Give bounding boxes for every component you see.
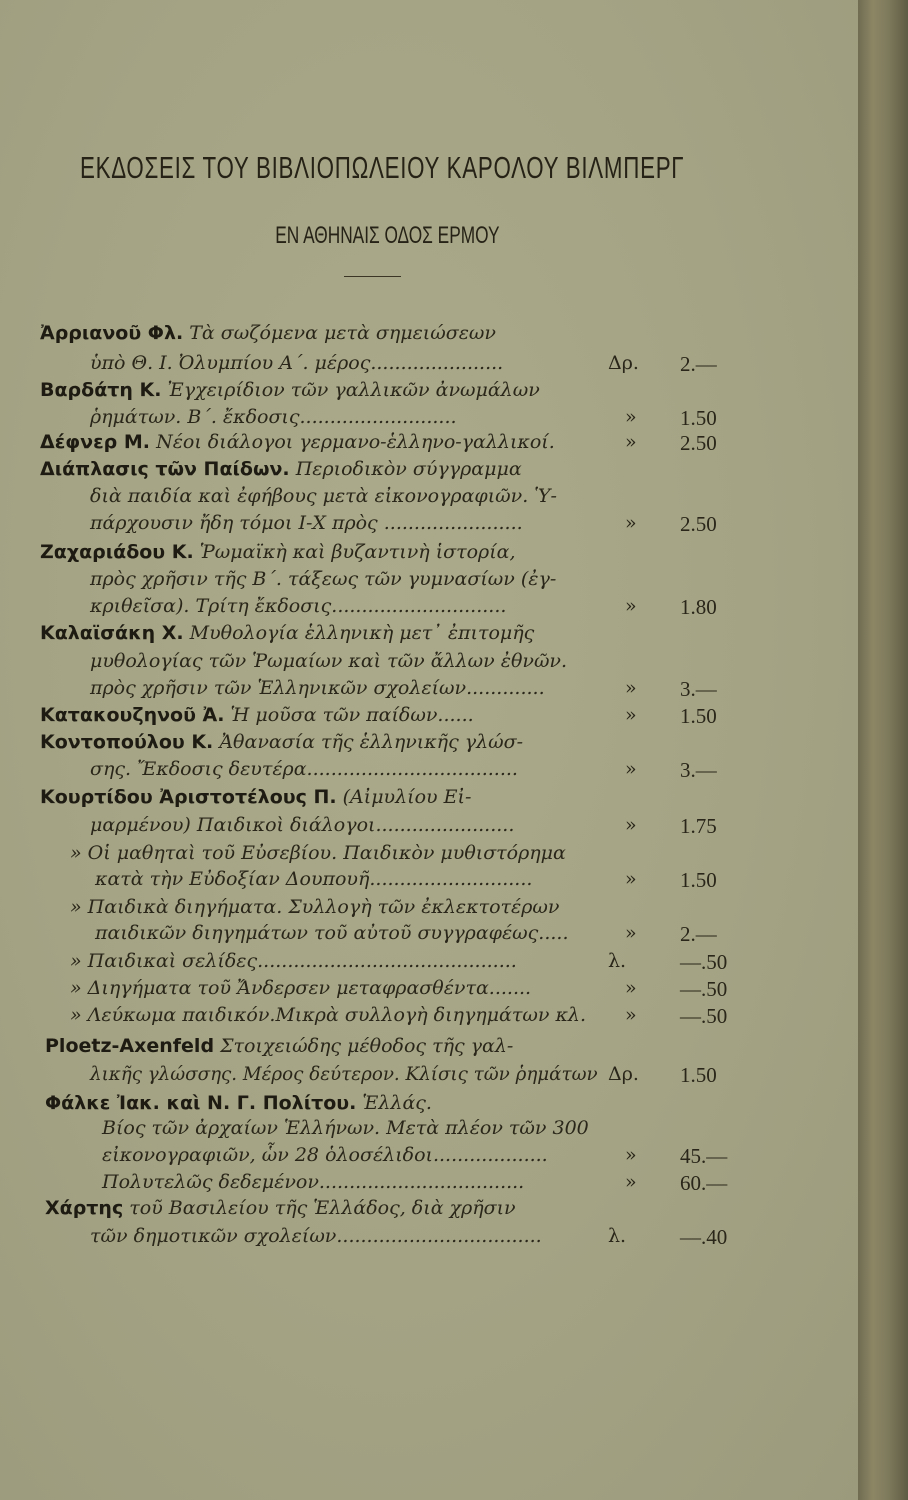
author-name: Ἀρριανοῦ Φλ. xyxy=(40,322,184,344)
currency-mark: Δρ. xyxy=(608,352,639,374)
entry-text: Στοιχειώδης μέθοδος τῆς γαλ- xyxy=(220,1035,514,1057)
catalog-line xyxy=(0,568,760,595)
title-divider xyxy=(344,276,401,277)
entry-text: διὰ παιδία καὶ ἐφήβους μετὰ εἰκονογραφιῶν. Ὑ- xyxy=(90,485,557,507)
currency-mark: » xyxy=(625,977,637,999)
price: 3.— xyxy=(680,677,717,701)
currency-mark: » xyxy=(625,1004,637,1026)
price: 1.50 xyxy=(680,1063,717,1087)
author-name: Ζαχαριάδου Κ. xyxy=(40,541,194,563)
author-name: Φάλκε Ἰακ. καὶ Ν. Γ. Πολίτου. xyxy=(45,1092,357,1114)
catalog-line xyxy=(0,842,760,869)
entry-text: Πολυτελῶς δεδεμένον.................................. xyxy=(102,1171,525,1193)
catalog-line xyxy=(0,379,760,406)
price: 1.50 xyxy=(680,868,717,892)
price: —.50 xyxy=(680,1004,728,1028)
catalog-line xyxy=(0,977,760,1004)
entry-text: Ἐγχειρίδιον τῶν γαλλικῶν ἀνωμάλων xyxy=(167,379,540,401)
author-name: Δέφνερ Μ. xyxy=(40,431,151,453)
author-name: Κατακουζηνοῦ Ἀ. xyxy=(40,704,225,726)
entry-text: Μυθολογία ἑλληνικὴ μετ᾽ ἐπιτομῆς xyxy=(189,622,535,644)
entry-text: Ἑλλάς. xyxy=(362,1092,432,1114)
author-name: Καλαϊσάκη Χ. xyxy=(40,622,184,644)
catalog-line xyxy=(0,622,760,649)
price: 45.— xyxy=(680,1144,728,1168)
price: 3.— xyxy=(680,758,717,782)
author-name: Χάρτης xyxy=(45,1197,124,1219)
entry-text: σης. Ἔκδοσις δευτέρα................................... xyxy=(90,758,518,780)
catalog-line xyxy=(0,731,760,758)
entry-text: εἰκονογραφιῶν, ὧν 28 ὁλοσέλιδοι................... xyxy=(102,1144,548,1166)
currency-mark: » xyxy=(625,406,637,428)
page-edge xyxy=(858,0,908,1500)
currency-mark: » xyxy=(625,758,637,780)
entry-text: Ἡ μοῦσα τῶν παίδων...... xyxy=(230,704,474,726)
catalog-line xyxy=(0,322,760,349)
currency-mark: λ. xyxy=(608,950,627,972)
entry-text: Βίος τῶν ἀρχαίων Ἑλλήνων. Μετὰ πλέον τῶν 300 xyxy=(102,1117,589,1139)
catalog-line xyxy=(0,485,760,512)
price: —.50 xyxy=(680,950,728,974)
price: 1.80 xyxy=(680,595,717,619)
entry-text: Νέοι διάλογοι γερμανο-ἑλληνο-γαλλικοί. xyxy=(156,431,555,453)
price: 1.50 xyxy=(680,704,717,728)
entry-text: κατὰ τὴν Εὐδοξίαν Δουπουῆ........................... xyxy=(95,868,533,890)
entry-text: τοῦ Βασιλείου τῆς Ἑλλάδος, διὰ χρῆσιν xyxy=(129,1197,516,1219)
entry-text: » Λεύκωμα παιδικόν.Μικρὰ συλλογὴ διηγημάτων κλ. xyxy=(70,1004,586,1026)
currency-mark: » xyxy=(625,595,637,617)
entry-text: μαρμένου) Παιδικοὶ διάλογοι....................... xyxy=(90,814,515,836)
currency-mark: λ. xyxy=(608,1225,627,1247)
entry-text: πρὸς χρῆσιν τῶν Ἑλληνικῶν σχολείων............. xyxy=(90,677,545,699)
entry-text: τῶν δημοτικῶν σχολείων.................................. xyxy=(90,1225,542,1247)
currency-mark: » xyxy=(625,431,637,453)
catalog-line xyxy=(0,595,760,622)
currency-mark: » xyxy=(625,1144,637,1166)
entry-text: Περιοδικὸν σύγγραμμα xyxy=(295,458,522,480)
catalog-line xyxy=(0,786,760,813)
currency-mark: » xyxy=(625,1171,637,1193)
price: —.40 xyxy=(680,1225,728,1249)
catalog-line xyxy=(0,431,760,458)
catalog-line xyxy=(0,541,760,568)
author-name: Κουρτίδου Ἀριστοτέλους Π. xyxy=(40,786,337,808)
catalog-line xyxy=(0,650,760,677)
catalog-line xyxy=(0,458,760,485)
author-name: Διάπλασις τῶν Παίδων. xyxy=(40,458,290,480)
entry-text: » Διηγήματα τοῦ Ἄνδερσεν μεταφρασθέντα....... xyxy=(70,977,532,999)
entry-text: (Αἰμυλίου Εἰ- xyxy=(342,786,472,808)
currency-mark: » xyxy=(625,704,637,726)
entry-text: πάρχουσιν ἤδη τόμοι Ι-Χ πρὸς ....................... xyxy=(90,512,523,534)
catalog-line xyxy=(0,1117,760,1144)
author-name: Ploetz-Axenfeld xyxy=(45,1035,215,1057)
currency-mark: » xyxy=(625,868,637,890)
catalog-line xyxy=(0,758,760,785)
author-name: Κοντοπούλου Κ. xyxy=(40,731,214,753)
catalog-line xyxy=(0,868,760,895)
catalog-line xyxy=(0,1092,760,1119)
currency-mark: » xyxy=(625,677,637,699)
catalog-line xyxy=(0,704,760,731)
entry-text: » Παιδικὰ διηγήματα. Συλλογὴ τῶν ἐκλεκτοτέρων xyxy=(70,896,560,918)
catalog-line xyxy=(0,406,760,433)
price: —.50 xyxy=(680,977,728,1001)
catalog-line xyxy=(0,512,760,539)
price: 2.50 xyxy=(680,512,717,536)
entry-text: λικῆς γλώσσης. Μέρος δεύτερον. Κλίσις τῶν ῥημάτων xyxy=(90,1063,598,1085)
catalog-line xyxy=(0,896,760,923)
entry-text: κριθεῖσα). Τρίτη ἔκδοσις............................. xyxy=(90,595,507,617)
entry-text: πρὸς χρῆσιν τῆς Β΄. τάξεως τῶν γυμνασίων (ἐγ- xyxy=(90,568,557,590)
entry-text: ῥημάτων. Β΄. ἔκδοσις.......................... xyxy=(90,406,457,428)
catalog-line xyxy=(0,352,760,379)
catalog-line xyxy=(0,1171,760,1198)
price: 1.50 xyxy=(680,406,717,430)
currency-mark: » xyxy=(625,814,637,836)
catalog-line xyxy=(0,1144,760,1171)
entry-text: Ῥωμαϊκὴ καὶ βυζαντινὴ ἱστορία, xyxy=(199,541,516,563)
entry-text: » Παιδικαὶ σελίδες........................................... xyxy=(70,950,517,972)
catalog-line xyxy=(0,814,760,841)
catalog-line xyxy=(0,1063,760,1090)
catalog-line xyxy=(0,1225,760,1252)
author-name: Βαρδάτη Κ. xyxy=(40,379,162,401)
catalog-line xyxy=(0,1004,760,1031)
currency-mark: » xyxy=(625,922,637,944)
price: 60.— xyxy=(680,1171,728,1195)
page-subtitle: ΕΝ ΑΘΗΝΑΙΣ ΟΔΟΣ ΕΡΜΟΥ xyxy=(275,222,500,249)
price: 2.50 xyxy=(680,431,717,455)
catalog-line xyxy=(0,1197,760,1224)
catalog-line xyxy=(0,950,760,977)
page-title: ΕΚΔΟΣΕΙΣ ΤΟΥ ΒΙΒΛΙΟΠΩΛΕΙΟΥ ΚΑΡΟΛΟΥ ΒΙΛΜΠΕΡΓ xyxy=(80,150,685,185)
currency-mark: » xyxy=(625,512,637,534)
price: 2.— xyxy=(680,922,717,946)
price: 1.75 xyxy=(680,814,717,838)
price: 2.— xyxy=(680,352,717,376)
currency-mark: Δρ. xyxy=(608,1063,639,1085)
catalog-line xyxy=(0,677,760,704)
entry-text: Ἀθανασία τῆς ἑλληνικῆς γλώσ- xyxy=(219,731,524,753)
catalog-line xyxy=(0,922,760,949)
entry-text: Τὰ σωζόμενα μετὰ σημειώσεων xyxy=(189,322,496,344)
entry-text: μυθολογίας τῶν Ῥωμαίων καὶ τῶν ἄλλων ἐθνῶν. xyxy=(90,650,568,672)
entry-text: παιδικῶν διηγημάτων τοῦ αὐτοῦ συγγραφέως..... xyxy=(95,922,569,944)
catalog-line xyxy=(0,1035,760,1062)
entry-text: ὑπὸ Θ. Ι. Ὀλυμπίου Α΄. μέρος...................... xyxy=(90,352,504,374)
entry-text: » Οἱ μαθηταὶ τοῦ Εὐσεβίου. Παιδικὸν μυθιστόρημα xyxy=(70,842,566,864)
